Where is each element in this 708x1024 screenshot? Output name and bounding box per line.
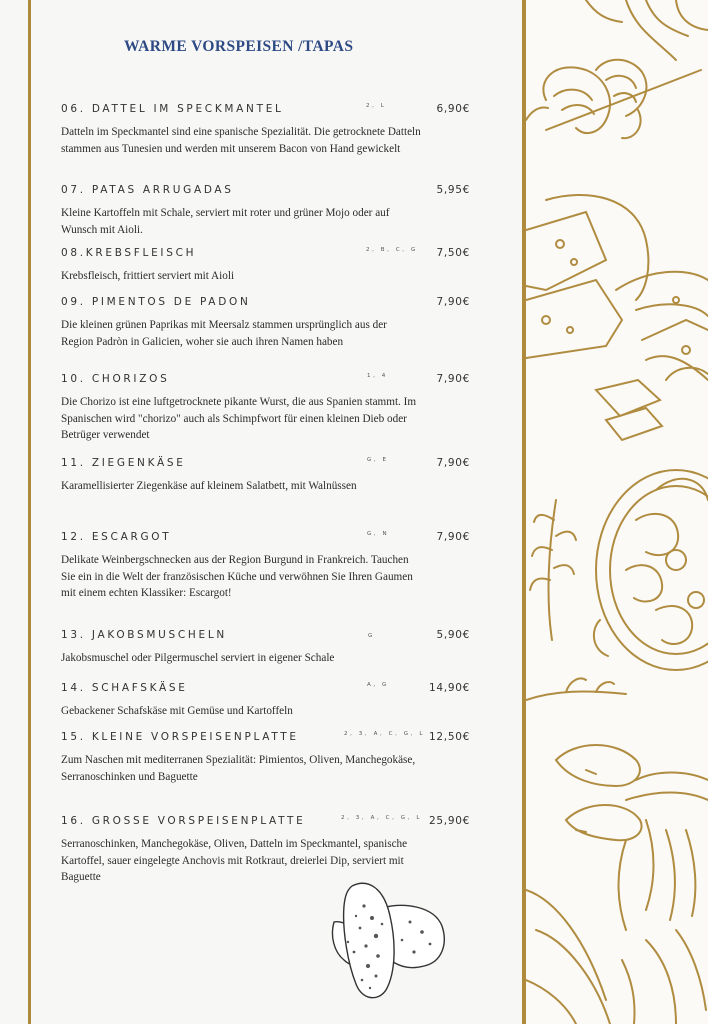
item-description: Serranoschinken, Manchegokäse, Oliven, Datteln im Speckmantel, spanische Kartoffel, sauer eingelegte Anchovis mit Rotkraut, dreierlei Dip, serviert mit Baguette	[61, 838, 408, 883]
item-price: 6,90€	[436, 103, 470, 115]
item-price: 5,95€	[436, 184, 470, 196]
item-price: 7,90€	[436, 296, 470, 308]
cheese-illustration	[526, 195, 708, 440]
herb-sprig-illustration	[526, 500, 626, 700]
item-name: 06. DATTEL IM SPECKMANTEL	[61, 103, 284, 115]
item-price: 7,90€	[436, 373, 470, 385]
item-description: Delikate Weinbergschnecken aus der Region Burgund in Frankreich. Tauchen Sie ein in die Welt der französischen Küche und verwöhnen Sie Ihren Gaumen mit einem echten Klassiker: Escargot!	[61, 554, 413, 599]
item-name: 10. CHORIZOS	[61, 373, 170, 385]
left-border-line	[28, 0, 31, 1024]
item-allergens: 2, 3, A, C, G, L	[341, 815, 423, 821]
item-name: 16. GROSSE VORSPEISENPLATTE	[61, 815, 306, 827]
seaweed-illustration	[526, 890, 706, 1024]
seaweed-illustration	[586, 0, 708, 60]
item-description: Jakobsmuschel oder Pilgermuschel serviert in eigener Schale	[61, 652, 335, 664]
item-price: 14,90€	[429, 682, 470, 694]
item-description: Karamellisierter Ziegenkäse auf kleinem Salatbett, mit Walnüssen	[61, 480, 357, 492]
item-price: 5,90€	[436, 629, 470, 641]
item-allergens: 2, L	[366, 103, 387, 109]
item-allergens: G, N	[367, 531, 390, 537]
item-price: 12,50€	[429, 731, 470, 743]
item-allergens: 2, B, C, G	[366, 247, 418, 253]
item-name: 09. PIMENTOS DE PADON	[61, 296, 251, 308]
gold-food-illustrations	[526, 0, 708, 1024]
item-name: 13. JAKOBSMUSCHELN	[61, 629, 227, 641]
bread-illustration	[326, 876, 450, 1002]
item-name: 11. ZIEGENKÄSE	[61, 457, 186, 469]
item-allergens: A, G	[367, 682, 389, 688]
item-description: Kleine Kartoffeln mit Schale, serviert mit roter und grüner Mojo oder auf Wunsch mit Aioli.	[61, 207, 390, 236]
item-description: Die Chorizo ist eine luftgetrocknete pikante Wurst, die aus Spanien stammt. Im Spanischen wird "chorizo" auch als Schimpfwort für einen kleinen Dieb oder Betrüger verwendet	[61, 396, 417, 441]
item-allergens: G, E	[367, 457, 389, 463]
item-price: 7,50€	[436, 247, 470, 259]
item-description: Gebackener Schafskäse mit Gemüse und Kartoffeln	[61, 705, 293, 717]
item-name: 12. ESCARGOT	[61, 531, 172, 543]
shrimp-skewer-illustration	[526, 60, 701, 138]
item-description: Zum Naschen mit mediterranen Spezialität: Pimientos, Oliven, Manchegokäse, Serranoschinken und Baguette	[61, 754, 416, 783]
item-name: 08.KREBSFLEISCH	[61, 247, 197, 259]
item-price: 7,90€	[436, 531, 470, 543]
lobster-illustration	[556, 745, 708, 930]
item-name: 14. SCHAFSKÄSE	[61, 682, 188, 694]
item-allergens: 1, 4	[367, 373, 388, 379]
item-description: Die kleinen grünen Paprikas mit Meersalz stammen ursprünglich aus der Region Padròn in Galicien, woher sie auch ihren Namen haben	[61, 319, 387, 348]
paella-illustration	[594, 470, 708, 670]
item-name: 15. KLEINE VORSPEISENPLATTE	[61, 731, 299, 743]
item-name: 07. PATAS ARRUGADAS	[61, 184, 234, 196]
item-price: 25,90€	[429, 815, 470, 827]
item-description: Krebsfleisch, frittiert serviert mit Aioli	[61, 270, 235, 282]
item-allergens: G	[368, 633, 375, 639]
item-price: 7,90€	[436, 457, 470, 469]
item-allergens: 2, 3, A, C, G, L	[344, 731, 426, 737]
item-description: Datteln im Speckmantel sind eine spanische Spezialität. Die getrocknete Datteln stammen aus Tunesien und werden mit unserem Bacon von Hand gewickelt	[61, 126, 421, 155]
decorative-illustration-panel	[526, 0, 708, 1024]
page-title: WARME VORSPEISEN /TAPAS	[124, 38, 354, 55]
